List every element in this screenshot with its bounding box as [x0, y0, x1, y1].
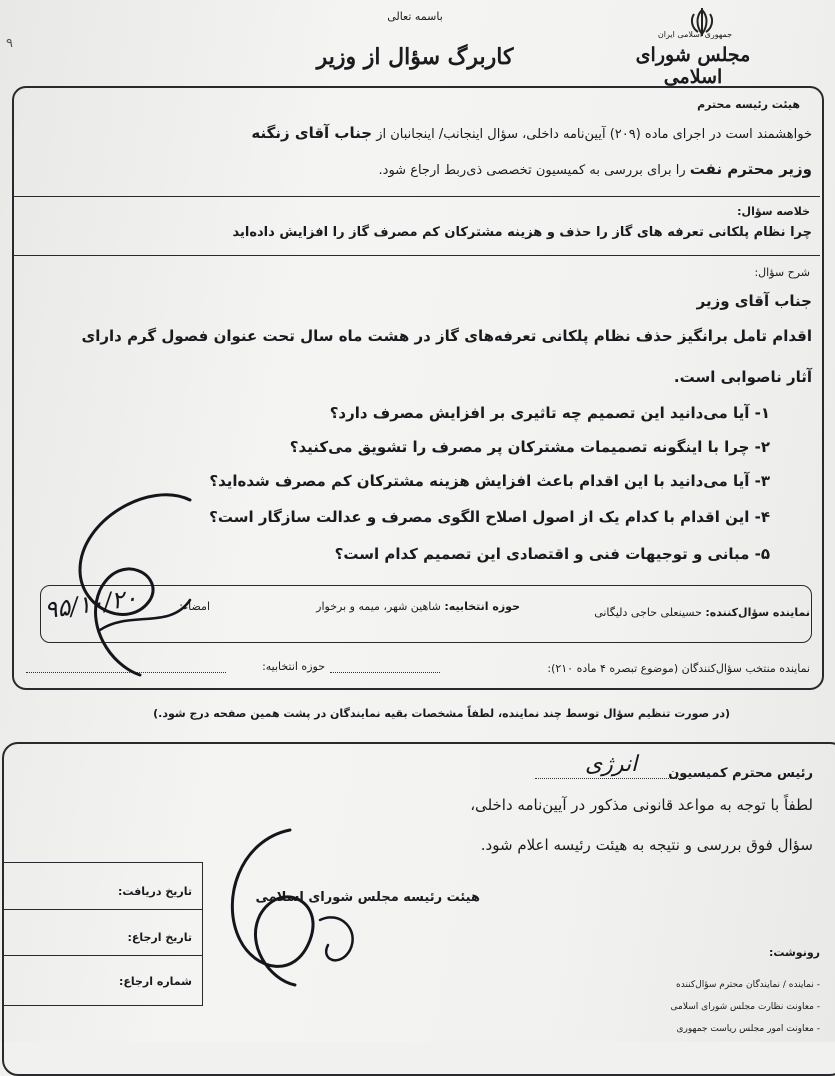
salutation: جناب آقای وزیر — [696, 292, 812, 310]
addressee: هیئت رئیسه محترم — [697, 98, 800, 111]
table-cell-received-date: تاریخ دریافت: — [118, 885, 192, 898]
question-item-3: ۳- آیا می‌دانید با این اقدام باعث افزایش هزینه مشترکان کم مصرف شده‌اید؟ — [209, 472, 770, 490]
logo-subtitle: جمهوری اسلامی ایران — [657, 30, 733, 39]
cc-item: - معاونت نظارت مجلس شورای اسلامی — [670, 1002, 820, 1012]
elected-district-label: حوزه انتخابیه: — [262, 660, 325, 673]
request-line-1: خواهشمند است در اجرای ماده (۲۰۹) آیین‌نامه داخلی، سؤال اینجانب/ اینجانبان از جناب آقای زنگنه — [251, 124, 812, 142]
table-cell-referral-date: تاریخ ارجاع: — [127, 931, 192, 944]
dotted-line — [330, 672, 440, 673]
summary-text: چرا نظام پلکانی تعرفه های گاز را حذف و هزینه مشترکان کم مصرف گاز را افزایش داده‌اید — [232, 225, 812, 240]
cc-label: رونوشت: — [768, 946, 820, 959]
cc-item: - معاونت امور مجلس ریاست جمهوری — [676, 1024, 820, 1034]
referral-line-2: سؤال فوق بررسی و نتیجه به هیئت رئیسه اعلام شود. — [480, 836, 813, 854]
question-item-1: ۱- آیا می‌دانید این تصمیم چه تاثیری بر افزایش مصرف دارد؟ — [329, 404, 770, 422]
handwritten-commission: انرژی — [585, 752, 638, 777]
presidium-signer: هیئت رئیسه مجلس شورای اسلامی — [255, 890, 480, 905]
page-title: کاربرگ سؤال از وزیر — [316, 44, 514, 70]
summary-label: خلاصه سؤال: — [737, 205, 810, 218]
question-item-2: ۲- چرا با اینگونه تصمیمات مشترکان پر مصرف را تشویق می‌کنید؟ — [289, 438, 770, 456]
table-cell-referral-number: شماره ارجاع: — [118, 975, 192, 988]
request-line-2: وزیر محترم نفت را برای بررسی به کمیسیون تخصصی ذی‌ربط ارجاع شود. — [378, 160, 812, 178]
question-item-5: ۵- مبانی و توجیهات فنی و اقتصادی این تصمیم کدام است؟ — [334, 545, 770, 563]
description-paragraph-line-2: آثار ناصوابی است. — [673, 368, 812, 386]
cc-item: - نماینده / نمایندگان محترم سؤال‌کننده — [676, 980, 820, 990]
handwritten-date: ۹۵/۱۰/۲۰ — [42, 583, 140, 625]
page-corner-number: ۹ — [6, 36, 13, 51]
district-field: حوزه انتخابیه: شاهین شهر، میمه و برخوار — [316, 600, 520, 613]
sign-label: امضاء: — [179, 600, 210, 613]
question-item-4: ۴- این اقدام با کدام یک از اصول اصلاح الگوی مصرف و عدالت سازگار است؟ — [209, 508, 770, 526]
divider — [14, 196, 820, 197]
referral-info-table — [2, 862, 203, 1006]
description-paragraph-line-1: اقدام تامل برانگیز حذف نظام پلکانی تعرفه‌های گاز در هشت ماه سال تحت عنوان فصول گرم دارای — [81, 327, 812, 345]
note: (در صورت تنظیم سؤال توسط چند نماینده، لطفاً مشخصات بقیه نمایندگان در پشت همین صفحه درج شود.) — [153, 707, 730, 720]
logo-text: مجلس شورای اسلامی — [635, 44, 751, 88]
dotted-line — [26, 672, 226, 673]
description-label: شرح سؤال: — [754, 266, 810, 279]
representative-field: نماینده سؤال‌کننده: حسینعلی حاجی دلیگانی — [594, 606, 810, 619]
elected-representative-label: نماینده منتخب سؤال‌کنندگان (موضوع تبصره ۴ ماده ۲۱۰): — [547, 662, 810, 675]
dotted-line — [535, 778, 685, 779]
divider — [14, 255, 820, 256]
invocation: باسمه تعالی — [387, 10, 443, 23]
commission-addressee: رئیس محترم کمیسیون — [668, 766, 813, 781]
referral-line-1: لطفاً با توجه به مواعد قانونی مذکور در آیین‌نامه داخلی، — [470, 796, 813, 814]
